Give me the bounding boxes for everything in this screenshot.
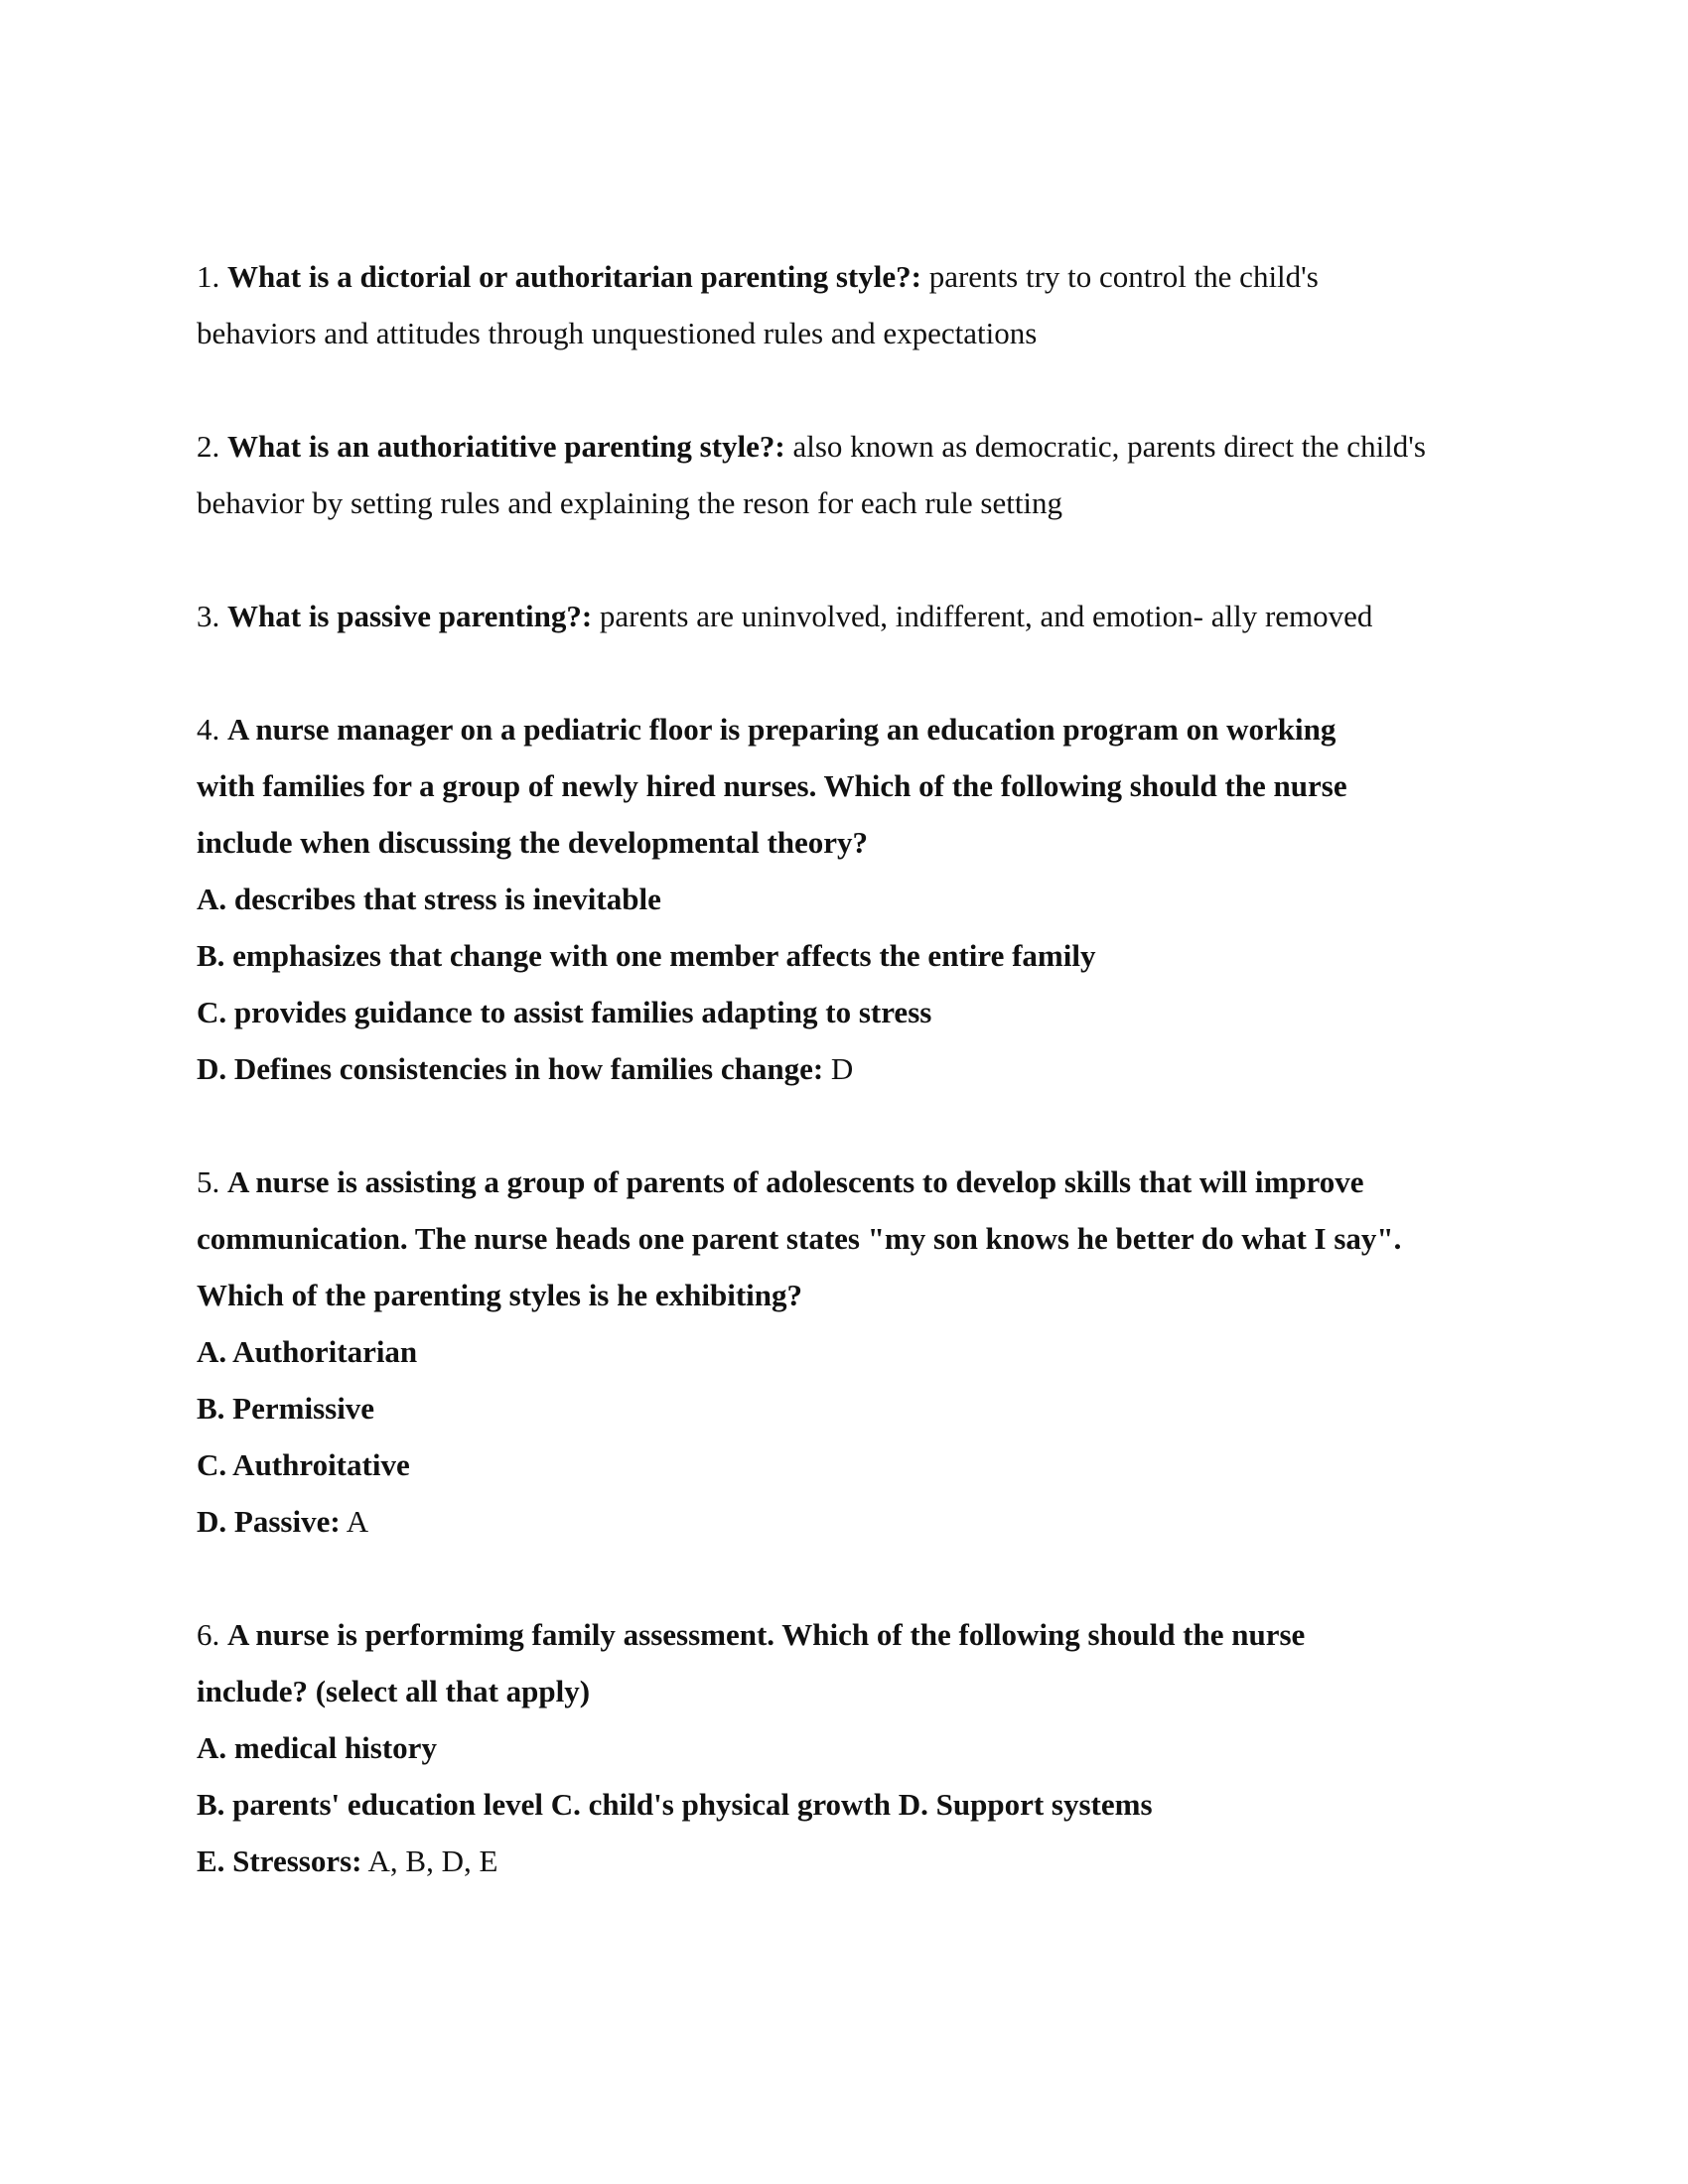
option-c: C. provides guidance to assist families adapting to stress (197, 995, 932, 1029)
option-d: D. Passive: (197, 1504, 341, 1539)
option-a: A. Authoritarian (197, 1334, 418, 1369)
item-number: 4. (197, 712, 220, 747)
option-b-c-d: B. parents' education level C. child's physical growth D. Support systems (197, 1787, 1153, 1822)
qa-line (197, 1493, 1507, 1550)
question-text: A nurse manager on a pediatric floor is preparing an education program on working (227, 712, 1336, 747)
item-number: 3. (197, 599, 220, 633)
qa-item-4 (197, 701, 1507, 1097)
option-a: A. medical history (197, 1730, 437, 1765)
document-page (197, 248, 1507, 1946)
answer-text: behaviors and attitudes through unquestioned rules and expectations (197, 316, 1038, 350)
question-text: What is passive parenting?: (227, 599, 593, 633)
qa-item-6 (197, 1606, 1507, 1889)
qa-line (197, 701, 1507, 757)
item-number: 2. (197, 429, 220, 464)
item-number: 6. (197, 1617, 220, 1652)
option-b: B. Permissive (197, 1391, 375, 1426)
qa-item-2 (197, 418, 1507, 531)
question-text: What is a dictorial or authoritarian parenting style?: (227, 259, 921, 294)
item-number: 1. (197, 259, 220, 294)
qa-item-5 (197, 1154, 1507, 1550)
question-text: communication. The nurse heads one parent states "my son knows he better do what I say". (197, 1221, 1402, 1256)
answer-text: behavior by setting rules and explaining the reson for each rule setting (197, 485, 1063, 520)
question-text: include when discussing the developmental theory? (197, 825, 869, 860)
answer-text: A, B, D, E (367, 1843, 498, 1878)
qa-line (197, 588, 1507, 644)
question-text: Which of the parenting styles is he exhibiting? (197, 1278, 803, 1312)
question-text: A nurse is assisting a group of parents of adolescents to develop skills that will improve (227, 1164, 1364, 1199)
option-d: D. Defines consistencies in how families change: (197, 1051, 824, 1086)
answer-text: A (346, 1504, 369, 1539)
answer-text: also known as democratic, parents direct the child's (792, 429, 1426, 464)
answer-text: parents are uninvolved, indifferent, and emotion- ally removed (599, 599, 1373, 633)
qa-line (197, 248, 1507, 305)
item-number: 5. (197, 1164, 220, 1199)
qa-line (197, 1606, 1507, 1663)
qa-line (197, 418, 1507, 475)
qa-item-1 (197, 248, 1507, 361)
answer-text: D (830, 1051, 854, 1086)
question-text: What is an authoriatitive parenting style?: (227, 429, 785, 464)
qa-line (197, 1040, 1507, 1097)
option-c: C. Authroitative (197, 1447, 410, 1482)
option-e: E. Stressors: (197, 1843, 362, 1878)
answer-text: parents try to control the child's (928, 259, 1319, 294)
qa-item-3 (197, 588, 1507, 644)
question-text: A nurse is performimg family assessment. Which of the following should the nurse (227, 1617, 1306, 1652)
question-text: include? (select all that apply) (197, 1674, 591, 1708)
question-text: with families for a group of newly hired nurses. Which of the following should the nurse (197, 768, 1347, 803)
option-a: A. describes that stress is inevitable (197, 882, 661, 916)
option-b: B. emphasizes that change with one member affects the entire family (197, 938, 1096, 973)
qa-line (197, 1833, 1507, 1889)
qa-line (197, 1154, 1507, 1210)
